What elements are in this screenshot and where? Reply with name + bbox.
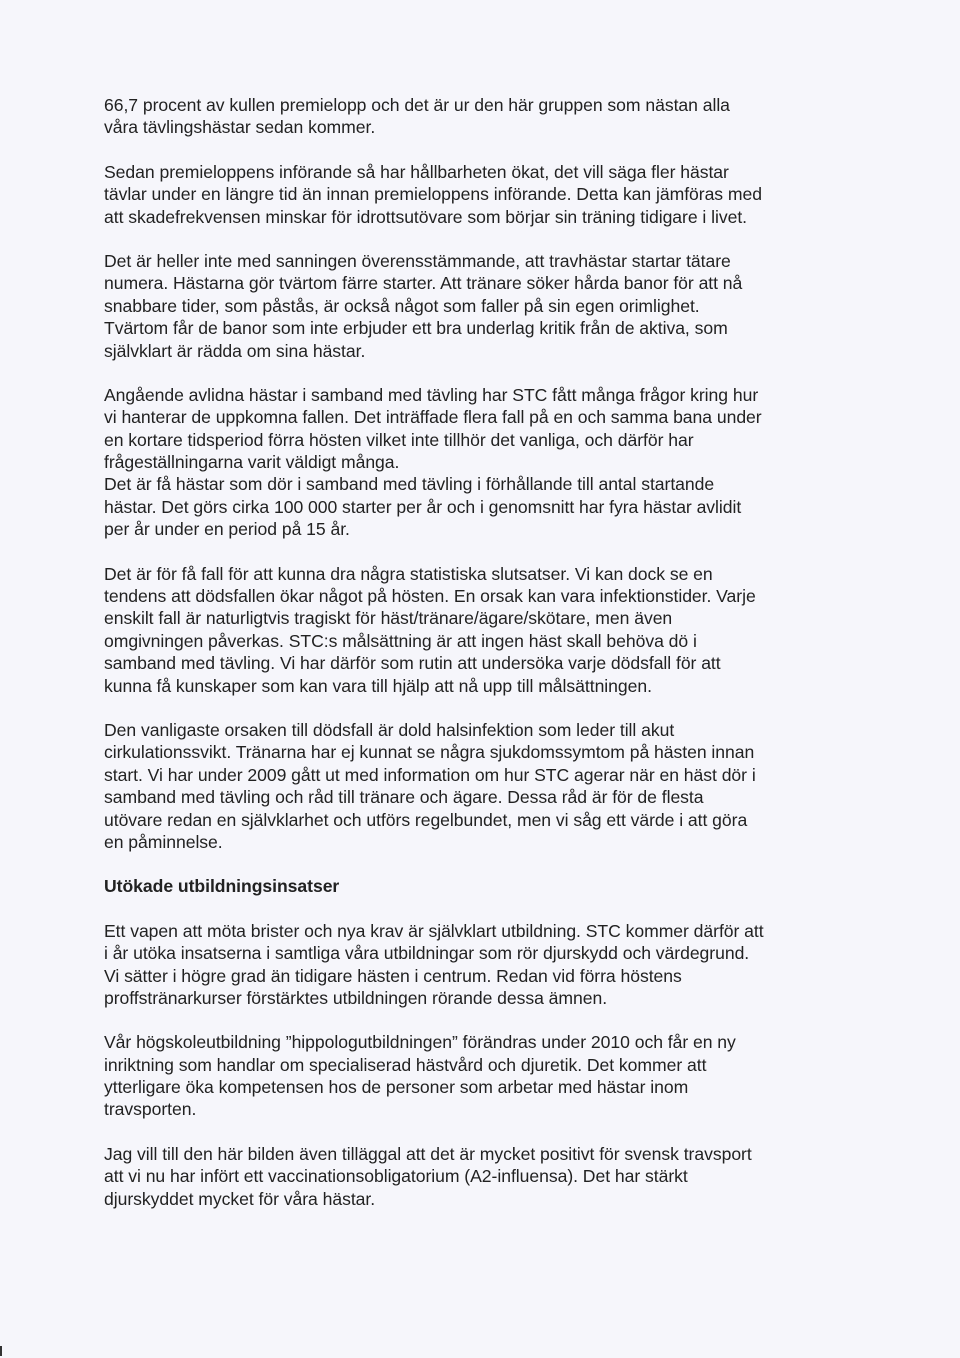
text-line: inriktning som handlar om specialiserad hästvård och djuretik. Det kommer att: [104, 1054, 707, 1075]
text-line: samband med tävling och råd till tränare och ägare. Dessa råd är för de flesta: [104, 787, 704, 808]
text-line: Den vanligaste orsaken till dödsfall är dold halsinfektion som leder till akut: [104, 719, 675, 740]
text-line: numera. Hästarna gör tvärtom färre starter. Att tränare söker hårda banor för att nå: [104, 273, 743, 294]
text-line: hästar. Det görs cirka 100 000 starter per år och i genomsnitt har fyra hästar avlidit: [104, 496, 742, 517]
paragraph-9: [104, 1143, 834, 1210]
section-heading-text: Utökade utbildningsinsatser: [104, 876, 340, 897]
text-line: Sedan premieloppens införande så har hållbarheten ökat, det vill säga fler hästar: [104, 161, 729, 182]
text-line: proffstränarkurser förstärktes utbildningen rörande dessa ämnen.: [104, 987, 608, 1008]
text-line: Det är få hästar som dör i samband med tävling i förhållande till antal startande: [104, 474, 715, 495]
text-line: Det är heller inte med sanningen överensstämmande, att travhästar startar tätare: [104, 250, 731, 271]
text-line: utövare redan en självklarhet och utförs regelbundet, men vi såg ett värde i att göra: [104, 809, 748, 830]
paragraph-6: [104, 719, 834, 853]
paragraph-spacer: [104, 697, 834, 719]
text-line: tävlar under en längre tid än innan premieloppens införande. Detta kan jämföras med: [104, 184, 762, 205]
text-line: att skadefrekvensen minskar för idrottsutövare som börjar sin träning tidigare i livet.: [104, 206, 747, 227]
paragraph-spacer: [104, 139, 834, 161]
text-line: enskilt fall är naturligtvis tragiskt för häst/tränare/ägare/skötare, men även: [104, 608, 673, 629]
text-line: snabbare tider, som påstås, är också något som faller på sin egen orimlighet.: [104, 295, 700, 316]
paragraph-spacer: [104, 853, 834, 875]
text-line: i år utöka insatserna i samtliga våra utbildningar som rör djurskydd och värdegrund.: [104, 943, 750, 964]
paragraph-8: [104, 1031, 834, 1121]
text-line: Vår högskoleutbildning ”hippologutbildningen” förändras under 2010 och får en ny: [104, 1032, 736, 1053]
text-line: en påminnelse.: [104, 831, 223, 852]
paragraph-spacer: [104, 898, 834, 920]
section-heading: [104, 875, 834, 897]
paragraph-2: [104, 161, 834, 228]
paragraph-5: [104, 563, 834, 697]
text-line: omgivningen påverkas. STC:s målsättning är att ingen häst skall behöva dö i: [104, 630, 697, 651]
paragraph-spacer: [104, 1009, 834, 1031]
text-line: vi hanterar de uppkomna fallen. Det inträffade flera fall på en och samma bana under: [104, 407, 762, 428]
paragraph-4: [104, 384, 834, 541]
text-line: Tvärtom får de banor som inte erbjuder ett bra underlag kritik från de aktiva, som: [104, 318, 728, 339]
text-line: travsporten.: [104, 1099, 197, 1120]
text-line: ytterligare öka kompetensen hos de personer som arbetar med hästar inom: [104, 1077, 689, 1098]
paragraph-3: [104, 250, 834, 362]
text-line: Angående avlidna hästar i samband med tävling har STC fått många frågor kring hur: [104, 384, 759, 405]
scan-edge-mark: [0, 1346, 2, 1356]
text-line: 66,7 procent av kullen premielopp och det är ur den här gruppen som nästan alla: [104, 95, 730, 115]
text-line: Ett vapen att möta brister och nya krav är självklart utbildning. STC kommer därför att: [104, 920, 764, 941]
paragraph-spacer: [104, 228, 834, 250]
text-line: frågeställningarna varit väldigt många.: [104, 452, 400, 473]
text-line: per år under en period på 15 år.: [104, 519, 350, 540]
paragraph-1: [104, 94, 834, 139]
text-line: Det är för få fall för att kunna dra några statistiska slutsatser. Vi kan dock se en: [104, 563, 713, 584]
text-line: cirkulationssvikt. Tränarna har ej kunnat se några sjukdomssymtom på hästen innan: [104, 742, 755, 763]
text-line: våra tävlingshästar sedan kommer.: [104, 117, 376, 138]
text-line: att vi nu har infört ett vaccinationsobligatorium (A2-influensa). Det har stärkt: [104, 1166, 688, 1187]
paragraph-spacer: [104, 362, 834, 384]
text-line: start. Vi har under 2009 gått ut med information om hur STC agerar när en häst dör i: [104, 764, 756, 785]
text-line: tendens att dödsfallen ökar något på hösten. En orsak kan vara infektionstider. Varje: [104, 586, 756, 607]
text-line: kunna få kunskaper som kan vara till hjälp att nå upp till målsättningen.: [104, 675, 652, 696]
text-line: djurskyddet mycket för våra hästar.: [104, 1188, 376, 1209]
text-line: Jag vill till den här bilden även tilläggal att det är mycket positivt för svensk travsport: [104, 1143, 752, 1164]
paragraph-spacer: [104, 541, 834, 563]
text-line: Vi sätter i högre grad än tidigare hästen i centrum. Redan vid förra höstens: [104, 965, 682, 986]
text-line: en kortare tidsperiod förra hösten vilket inte tillhör det vanliga, och därför har: [104, 429, 694, 450]
paragraph-7: [104, 920, 834, 1010]
text-line: samband med tävling. Vi har därför som rutin att undersöka varje dödsfall för att: [104, 653, 721, 674]
text-line: självklart är rädda om sina hästar.: [104, 340, 366, 361]
document-body: [104, 94, 834, 1210]
paragraph-spacer: [104, 1121, 834, 1143]
